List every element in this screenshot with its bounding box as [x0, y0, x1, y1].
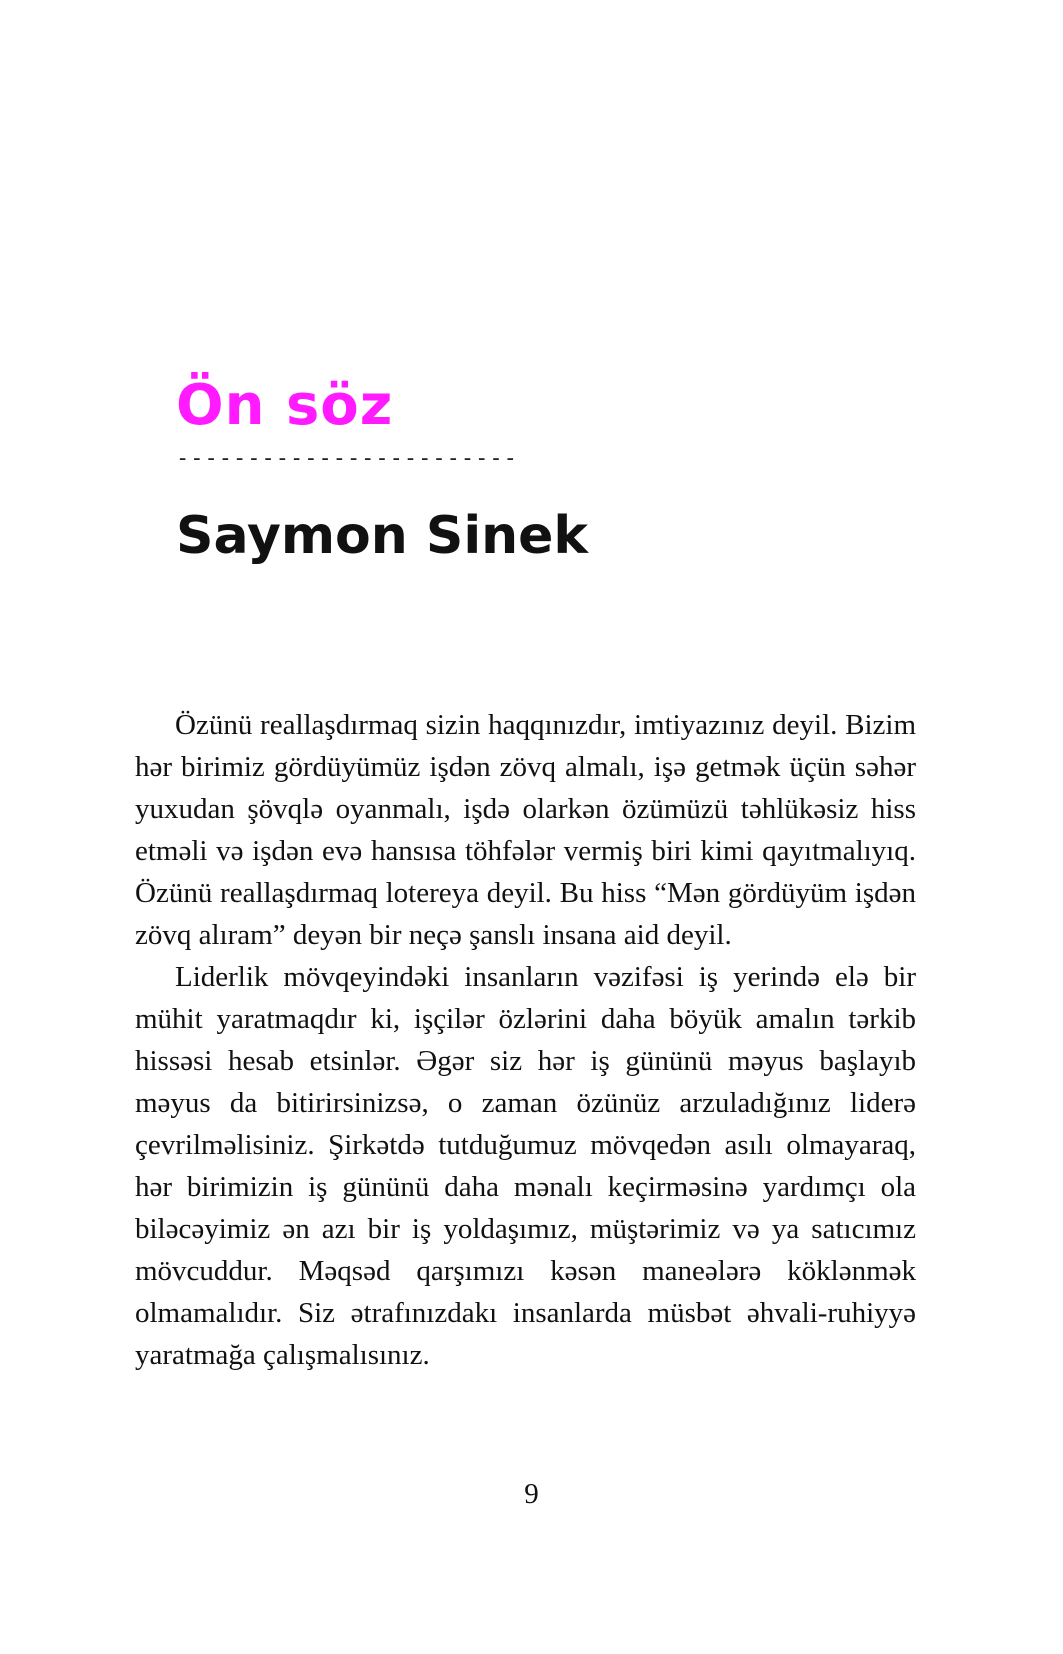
- title-divider: ------------------------: [176, 446, 518, 471]
- paragraph-1: Özünü reallaşdırmaq sizin haqqınızdır, imtiyazınız deyil. Bizim hər birimiz gördüyümüz işdən zövq almalı, işə getmək üçün səhər yuxudan şövqlə oyanmalı, işdə olarkən özümüzü təhlükəsiz hiss etməli və işdən evə hansısa töhfələr vermiş biri kimi qayıtmalıyıq. Özünü reallaşdırmaq lotereya deyil. Bu hiss “Mən gördüyüm işdən zövq alıram” deyən bir neçə şanslı insana aid deyil.: [135, 709, 916, 951]
- chapter-title: Ön söz: [176, 373, 394, 438]
- page-number: 9: [524, 1478, 539, 1510]
- body-text: [135, 704, 916, 1376]
- paragraph-2: Liderlik mövqeyindəki insanların vəzifəsi iş yerində elə bir mühit yaratmaqdır ki, işçilər özlərini daha böyük amalın tərkib hissəsi hesab etsinlər. Əgər siz hər iş gününü məyus başlayıb məyus da bitirirsinizsə, o zaman özünüz arzuladığınız liderə çevrilməlisiniz. Şirkətdə tutduğumuz mövqedən asılı olmayaraq, hər birimizin iş gününü daha mənalı keçirməsinə yardımçı ola biləcəyimiz ən azı bir iş yoldaşımız, müştərimiz və ya satıcımız mövcuddur. Məqsəd qarşımızı kəsən maneələrə köklənmək olmamalıdır. Siz ətrafınızdakı insanlarda müsbət əhvali-ruhiyyə yaratmağa çalışmalısınız.: [135, 961, 916, 1371]
- author-name: Saymon Sinek: [176, 506, 589, 566]
